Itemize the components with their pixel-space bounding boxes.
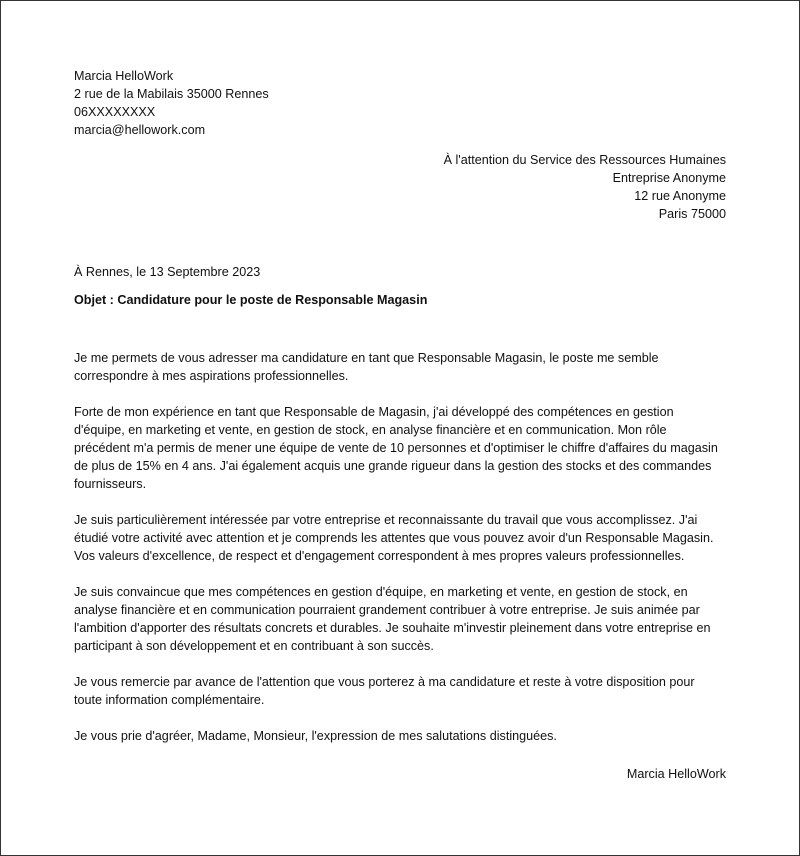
recipient-block [74, 151, 726, 223]
signature: Marcia HelloWork [626, 767, 726, 781]
body-paragraph: Je suis particulièrement intéressée par votre entreprise et reconnaissante du travail que vous accomplissez. J'ai étudié votre activité avec attention et je comprends les attentes que vous pouvez avoir d'un Responsable Magasin. Vos valeurs d'excellence, de respect et d'engagement correspondent à mes propres valeurs professionnelles. [74, 513, 714, 563]
closing-paragraph: Je vous prie d'agréer, Madame, Monsieur, l'expression de mes salutations distinguées. [74, 729, 557, 743]
body-paragraph: Je vous remercie par avance de l'attention que vous porterez à ma candidature et reste à votre disposition pour toute information complémentaire. [74, 675, 695, 707]
sender-email: marcia@hellowork.com [74, 123, 206, 137]
letter-subject: Objet : Candidature pour le poste de Responsable Magasin [74, 293, 428, 307]
recipient-company: Entreprise Anonyme [612, 171, 726, 185]
letter-date: À Rennes, le 13 Septembre 2023 [74, 265, 261, 279]
sender-name: Marcia HelloWork [74, 69, 174, 83]
letter-body [74, 349, 726, 745]
body-paragraph: Je suis convaincue que mes compétences en gestion d'équipe, en marketing et vente, en gestion de stock, en analyse financière et en communication pourraient grandement contribuer à votre entreprise. Je suis animée par l'ambition d'apporter des résultats concrets et durables. Je souhaite m'investir pleinement dans votre entreprise en participant à son développement et en contribuant à son succès. [74, 585, 711, 653]
recipient-street: 12 rue Anonyme [634, 189, 726, 203]
sender-address: 2 rue de la Mabilais 35000 Rennes [74, 87, 269, 101]
letter-content [74, 67, 726, 783]
sender-phone: 06XXXXXXXX [74, 105, 156, 119]
sender-block [74, 67, 726, 139]
recipient-attention: À l'attention du Service des Ressources Humaines [443, 153, 726, 167]
body-paragraph: Je me permets de vous adresser ma candidature en tant que Responsable Magasin, le poste me semble correspondre à mes aspirations professionnelles. [74, 351, 659, 383]
body-paragraph: Forte de mon expérience en tant que Responsable de Magasin, j'ai développé des compétences en gestion d'équipe, en marketing et vente, en gestion de stock, en analyse financière et en communication. Mon rôle précédent m'a permis de mener une équipe de vente de 10 personnes et d'optimiser le chiffre d'affaires du magasin de plus de 15% en 4 ans. J'ai également acquis une grande rigueur dans la gestion des stocks et des commandes fournisseurs. [74, 405, 718, 491]
recipient-city: Paris 75000 [658, 207, 726, 221]
